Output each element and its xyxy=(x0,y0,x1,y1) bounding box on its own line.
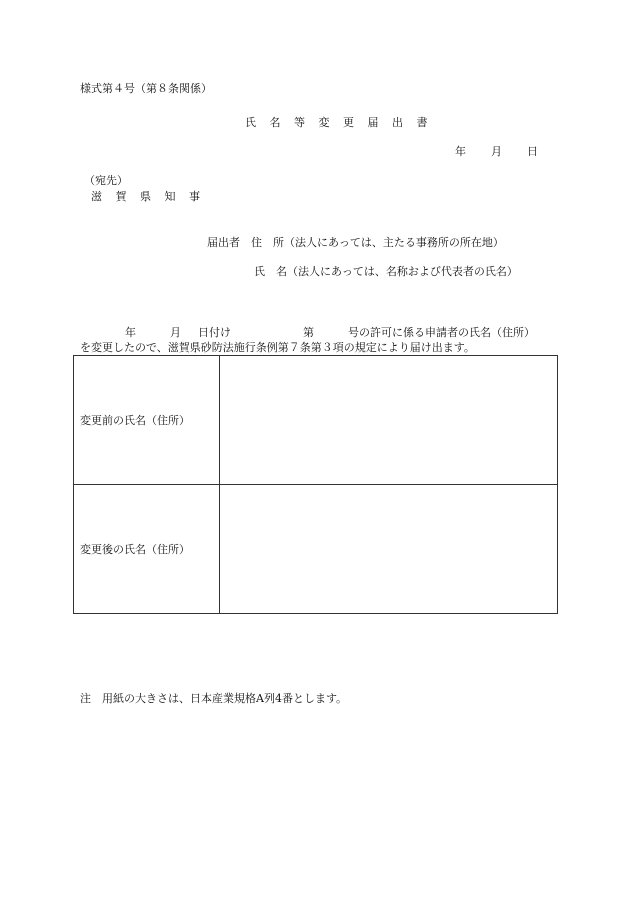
body-text-line1 xyxy=(125,327,535,338)
body-text-line2: を変更したので、滋賀県砂防法施行条例第７条第３項の規定により届け出ます。 xyxy=(80,341,475,354)
form-number: 様式第４号（第８条関係） xyxy=(80,82,212,95)
body-year-label: 年 xyxy=(125,326,136,339)
applicant-address-line: 届出者 住 所（法人にあっては、主たる事務所の所在地） xyxy=(207,236,504,249)
body-number-prefix: 第 xyxy=(303,326,314,339)
addressee-name: 滋 賀 県 知 事 xyxy=(91,190,205,203)
change-table xyxy=(73,355,558,614)
paper-size-note: 注 用紙の大きさは、日本産業規格A列4番とします。 xyxy=(80,692,348,705)
before-change-label: 変更前の氏名（住所） xyxy=(74,356,220,485)
before-change-field[interactable] xyxy=(220,356,558,485)
body-month-label: 月 xyxy=(170,326,181,339)
date-year-label: 年 xyxy=(455,145,466,158)
body-dated-label: 日付け xyxy=(198,326,231,339)
date-line xyxy=(455,146,538,157)
applicant-name-line: 氏 名（法人にあっては、名称および代表者の氏名） xyxy=(254,265,518,278)
table-row-after xyxy=(74,485,558,614)
document-title: 氏 名 等 変 更 届 出 書 xyxy=(245,116,433,129)
body-permit-text: 号の許可に係る申請者の氏名（住所） xyxy=(348,326,535,339)
after-change-label: 変更後の氏名（住所） xyxy=(74,485,220,614)
addressee-label: （宛先） xyxy=(84,174,128,187)
table-row-before xyxy=(74,356,558,485)
after-change-field[interactable] xyxy=(220,485,558,614)
date-month-label: 月 xyxy=(491,145,502,158)
date-day-label: 日 xyxy=(527,145,538,158)
